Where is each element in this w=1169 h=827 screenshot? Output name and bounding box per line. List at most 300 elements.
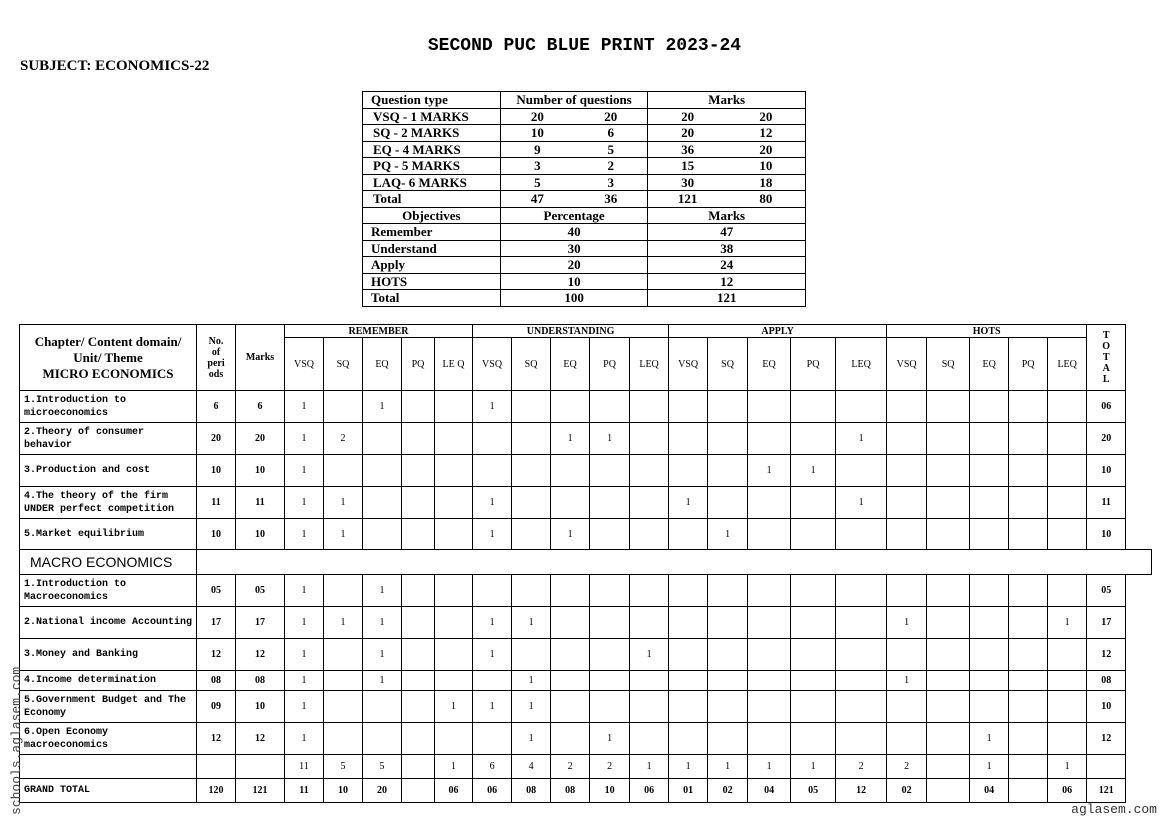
row-total: 05	[1087, 575, 1126, 607]
count-row	[20, 755, 1152, 779]
question-count-cell: 1	[435, 691, 473, 723]
grand-total-cell: 04	[748, 779, 791, 803]
row-total: 17	[1087, 607, 1126, 639]
question-count-cell	[1048, 671, 1087, 691]
question-count-cell	[1009, 691, 1048, 723]
question-count-cell	[708, 723, 748, 755]
marks-b: 12	[759, 125, 773, 141]
question-count-cell	[1048, 391, 1087, 423]
question-count-cell	[887, 391, 927, 423]
periods-value: 17	[197, 607, 236, 639]
count-cell: 1	[630, 755, 669, 779]
grand-total-cell: 06	[473, 779, 512, 803]
question-count-cell	[669, 575, 708, 607]
question-count-cell	[551, 575, 590, 607]
grand-total-cell: 04	[970, 779, 1009, 803]
chapter-name: 1.Introduction to Macroeconomics	[20, 575, 197, 607]
question-count-cell: 1	[285, 575, 324, 607]
question-count-cell	[630, 691, 669, 723]
grand-total-marks: 121	[236, 779, 285, 803]
marks-value: 10	[236, 455, 285, 487]
question-count-cell	[324, 691, 363, 723]
question-count-cell	[473, 455, 512, 487]
objective-percentage: 30	[500, 240, 648, 257]
blueprint-table	[19, 324, 1152, 803]
count-row-marks	[236, 755, 285, 779]
num-questions-b: 3	[607, 174, 615, 190]
question-count-cell	[970, 519, 1009, 550]
count-cell: 2	[590, 755, 630, 779]
count-cell: 11	[285, 755, 324, 779]
question-count-cell: 1	[285, 423, 324, 455]
question-count-cell: 1	[590, 423, 630, 455]
objective-row	[363, 240, 806, 257]
question-count-cell: 1	[285, 455, 324, 487]
question-count-cell	[887, 639, 927, 671]
row-total: 12	[1087, 723, 1126, 755]
row-total: 11	[1087, 487, 1126, 519]
question-count-cell	[669, 519, 708, 550]
periods-value: 09	[197, 691, 236, 723]
question-count-cell	[590, 607, 630, 639]
question-count-cell: 1	[324, 487, 363, 519]
hots-vsq-header: VSQ	[887, 338, 927, 391]
question-count-cell	[551, 455, 590, 487]
apply-leq-header: LEQ	[836, 338, 887, 391]
question-count-cell: 1	[669, 487, 708, 519]
apply-vsq-header: VSQ	[669, 338, 708, 391]
question-count-cell	[402, 519, 435, 550]
question-count-cell	[927, 607, 970, 639]
question-type-cell: VSQ - 1 MARKS	[363, 108, 501, 125]
question-count-cell	[970, 455, 1009, 487]
count-cell: 1	[748, 755, 791, 779]
objective-row	[363, 273, 806, 290]
question-count-cell: 1	[285, 691, 324, 723]
question-count-cell	[970, 391, 1009, 423]
question-count-cell: 1	[285, 519, 324, 550]
grand-total-cell: 02	[887, 779, 927, 803]
marks-b: 20	[759, 141, 773, 157]
question-type-cell: LAQ- 6 MARKS	[363, 174, 501, 191]
question-count-cell: 1	[363, 391, 402, 423]
objectives-header: Objectives	[363, 207, 501, 224]
question-count-cell	[836, 455, 887, 487]
question-count-cell: 1	[285, 723, 324, 755]
marks-b: 80	[759, 191, 773, 207]
question-count-cell	[791, 487, 836, 519]
question-count-cell	[473, 723, 512, 755]
question-count-cell	[324, 671, 363, 691]
question-count-cell	[887, 487, 927, 519]
chapter-row	[20, 423, 1152, 455]
question-count-cell	[1009, 519, 1048, 550]
question-count-cell	[836, 639, 887, 671]
count-row-periods	[197, 755, 236, 779]
question-count-cell: 1	[630, 639, 669, 671]
question-count-cell	[970, 487, 1009, 519]
question-count-cell	[669, 723, 708, 755]
question-count-cell: 1	[473, 487, 512, 519]
question-count-cell	[512, 391, 551, 423]
question-count-cell	[927, 723, 970, 755]
question-count-cell	[708, 575, 748, 607]
question-count-cell	[1009, 423, 1048, 455]
count-cell	[1009, 755, 1048, 779]
hots-eq-header: EQ	[970, 338, 1009, 391]
question-count-cell	[512, 639, 551, 671]
grand-total-cell: 10	[324, 779, 363, 803]
grand-total-row	[20, 779, 1152, 803]
question-count-cell	[791, 575, 836, 607]
question-count-cell: 1	[836, 423, 887, 455]
question-count-cell	[927, 639, 970, 671]
question-count-cell: 1	[363, 607, 402, 639]
objective-marks: 38	[648, 240, 806, 257]
num-questions-a: 5	[534, 174, 541, 190]
question-count-cell	[836, 575, 887, 607]
num-questions-b: 20	[604, 108, 618, 124]
periods-value: 08	[197, 671, 236, 691]
question-count-cell	[512, 423, 551, 455]
question-count-cell	[791, 519, 836, 550]
summary-row	[363, 174, 806, 191]
question-count-cell	[927, 487, 970, 519]
question-count-cell: 1	[473, 391, 512, 423]
question-count-cell: 1	[590, 723, 630, 755]
marks-cell	[648, 174, 806, 191]
question-count-cell	[630, 391, 669, 423]
question-count-cell	[748, 691, 791, 723]
summary-row	[363, 191, 806, 208]
grand-total-cell: 02	[708, 779, 748, 803]
question-count-cell	[970, 671, 1009, 691]
marks-col-header: Marks	[236, 325, 285, 391]
watermark-left	[8, 600, 24, 815]
group-hots: HOTS	[887, 325, 1087, 338]
grand-total-total: 121	[1087, 779, 1126, 803]
question-count-cell	[887, 691, 927, 723]
num-header: Number of questions	[500, 92, 648, 109]
periods-value: 6	[197, 391, 236, 423]
subject-label: SUBJECT: ECONOMICS-22	[20, 58, 210, 74]
question-count-cell	[927, 671, 970, 691]
row-total: 08	[1087, 671, 1126, 691]
question-count-cell	[791, 639, 836, 671]
question-count-cell	[435, 423, 473, 455]
question-count-cell	[512, 455, 551, 487]
question-count-cell: 1	[551, 519, 590, 550]
grand-total-cell	[927, 779, 970, 803]
marks-value: 12	[236, 723, 285, 755]
chapter-name: 5.Government Budget and The Economy	[20, 691, 197, 723]
question-count-cell: 1	[748, 455, 791, 487]
question-type-cell: SQ - 2 MARKS	[363, 125, 501, 142]
chapter-header-line1: Chapter/ Content domain/	[34, 333, 182, 349]
chapter-name: 4.The theory of the firm UNDER perfect competition	[20, 487, 197, 519]
marks-header: Marks	[648, 92, 806, 109]
question-count-cell	[791, 607, 836, 639]
question-count-cell	[708, 487, 748, 519]
summary-header-row	[363, 92, 806, 109]
chapter-header	[20, 325, 197, 391]
marks-value: 11	[236, 487, 285, 519]
chapter-row	[20, 639, 1152, 671]
question-count-cell	[927, 519, 970, 550]
macro-section-filler	[197, 550, 1152, 575]
marks-cell	[648, 141, 806, 158]
chapter-row	[20, 723, 1152, 755]
total-letter: T	[1102, 352, 1110, 363]
objective-name: Remember	[363, 224, 501, 241]
marks-a: 121	[677, 191, 698, 207]
chapter-header-line2: Unit/ Theme	[73, 349, 143, 365]
question-count-cell	[590, 691, 630, 723]
row-total: 20	[1087, 423, 1126, 455]
marks-cell	[648, 125, 806, 142]
count-row-label	[20, 755, 197, 779]
num-questions-a: 20	[530, 108, 544, 124]
periods-header-line2: of	[211, 346, 221, 358]
question-count-cell	[791, 391, 836, 423]
grand-total-cell: 06	[1048, 779, 1087, 803]
question-count-cell	[791, 691, 836, 723]
question-count-cell	[512, 519, 551, 550]
periods-value: 12	[197, 723, 236, 755]
question-count-cell	[887, 455, 927, 487]
num-questions-cell	[500, 108, 648, 125]
grand-total-cell: 05	[791, 779, 836, 803]
question-count-cell	[1009, 455, 1048, 487]
question-count-cell	[748, 671, 791, 691]
objective-percentage: 20	[500, 257, 648, 274]
question-count-cell	[473, 671, 512, 691]
question-count-cell	[551, 691, 590, 723]
num-questions-cell	[500, 174, 648, 191]
question-count-cell: 1	[363, 639, 402, 671]
question-count-cell	[1009, 639, 1048, 671]
question-count-cell: 1	[285, 487, 324, 519]
num-questions-cell	[500, 141, 648, 158]
question-count-cell: 1	[708, 519, 748, 550]
question-count-cell	[1048, 487, 1087, 519]
question-count-cell: 1	[473, 519, 512, 550]
summary-rows	[363, 108, 806, 207]
question-count-cell	[630, 723, 669, 755]
hots-leq-header: LEQ	[1048, 338, 1087, 391]
question-count-cell	[435, 671, 473, 691]
marks-a: 20	[681, 125, 695, 141]
count-cell: 4	[512, 755, 551, 779]
summary-row	[363, 108, 806, 125]
question-count-cell	[363, 691, 402, 723]
objectives-header-row	[363, 207, 806, 224]
question-count-cell: 1	[285, 391, 324, 423]
question-count-cell	[402, 691, 435, 723]
objective-row	[363, 224, 806, 241]
marks-value: 10	[236, 519, 285, 550]
chapter-header-line3: MICRO ECONOMICS	[42, 365, 174, 381]
grand-total-cell: 01	[669, 779, 708, 803]
marks-b: 20	[759, 108, 773, 124]
understanding-pq-header: PQ	[590, 338, 630, 391]
question-count-cell	[669, 639, 708, 671]
total-letter: T	[1102, 330, 1110, 341]
group-header-row	[20, 325, 1152, 338]
chapter-row	[20, 487, 1152, 519]
question-count-cell	[887, 723, 927, 755]
question-count-cell	[630, 487, 669, 519]
question-count-cell	[748, 519, 791, 550]
question-count-cell	[669, 671, 708, 691]
question-count-cell	[748, 575, 791, 607]
total-letter: L	[1102, 374, 1110, 385]
question-count-cell	[708, 671, 748, 691]
count-cell	[927, 755, 970, 779]
group-apply: APPLY	[669, 325, 887, 338]
question-count-cell	[1009, 671, 1048, 691]
question-count-cell	[324, 575, 363, 607]
num-questions-a: 47	[530, 191, 544, 207]
summary-row	[363, 125, 806, 142]
count-cell: 5	[363, 755, 402, 779]
question-count-cell: 1	[512, 671, 551, 691]
question-count-cell	[669, 691, 708, 723]
question-count-cell	[363, 519, 402, 550]
apply-eq-header: EQ	[748, 338, 791, 391]
question-count-cell	[363, 487, 402, 519]
objective-rows	[363, 224, 806, 307]
count-cell: 1	[669, 755, 708, 779]
question-count-cell	[836, 519, 887, 550]
question-count-cell: 1	[512, 607, 551, 639]
count-row-total	[1087, 755, 1126, 779]
question-count-cell	[435, 455, 473, 487]
question-count-cell: 1	[363, 575, 402, 607]
question-count-cell: 1	[551, 423, 590, 455]
grand-total-cell: 11	[285, 779, 324, 803]
question-count-cell	[402, 455, 435, 487]
count-cell: 1	[791, 755, 836, 779]
question-count-cell	[748, 607, 791, 639]
grand-total-cell: 08	[512, 779, 551, 803]
grand-total-cell: 12	[836, 779, 887, 803]
chapter-row	[20, 575, 1152, 607]
question-count-cell	[708, 423, 748, 455]
marks-b: 18	[759, 174, 773, 190]
question-count-cell	[630, 455, 669, 487]
remember-sq-header: SQ	[324, 338, 363, 391]
remember-pq-header: PQ	[402, 338, 435, 391]
chapter-row	[20, 519, 1152, 550]
question-count-cell: 1	[324, 519, 363, 550]
periods-value: 10	[197, 455, 236, 487]
marks-value: 17	[236, 607, 285, 639]
grand-total-cell: 08	[551, 779, 590, 803]
num-questions-cell	[500, 158, 648, 175]
question-count-cell	[435, 575, 473, 607]
question-count-cell	[324, 639, 363, 671]
chapter-name: 3.Production and cost	[20, 455, 197, 487]
question-count-cell	[1048, 455, 1087, 487]
macro-rows	[20, 575, 1152, 755]
question-count-cell	[669, 423, 708, 455]
grand-total-cell: 20	[363, 779, 402, 803]
periods-header-line4: ods	[208, 368, 224, 380]
chapter-row	[20, 455, 1152, 487]
question-count-cell	[551, 723, 590, 755]
objective-marks: 47	[648, 224, 806, 241]
question-count-cell	[927, 455, 970, 487]
objective-marks: 12	[648, 273, 806, 290]
question-count-cell	[970, 607, 1009, 639]
grand-total-cell: 06	[435, 779, 473, 803]
count-cell: 6	[473, 755, 512, 779]
summary-table	[362, 91, 806, 307]
question-count-cell	[630, 671, 669, 691]
count-cell: 1	[1048, 755, 1087, 779]
question-type-cell: EQ - 4 MARKS	[363, 141, 501, 158]
question-count-cell: 1	[285, 639, 324, 671]
grand-total-cell	[1009, 779, 1048, 803]
question-count-cell	[970, 575, 1009, 607]
marks-cell	[648, 191, 806, 208]
num-questions-b: 2	[607, 158, 615, 174]
row-total: 10	[1087, 455, 1126, 487]
question-count-cell	[1009, 723, 1048, 755]
question-count-cell	[324, 723, 363, 755]
objective-row	[363, 257, 806, 274]
question-count-cell	[836, 723, 887, 755]
question-count-cell	[435, 723, 473, 755]
macro-section-row	[20, 550, 1152, 575]
grand-total-periods: 120	[197, 779, 236, 803]
marks-value: 12	[236, 639, 285, 671]
chapter-row	[20, 607, 1152, 639]
marks-a: 36	[681, 141, 695, 157]
question-count-cell	[970, 691, 1009, 723]
row-total: 10	[1087, 691, 1126, 723]
question-count-cell	[708, 455, 748, 487]
question-count-cell	[1048, 691, 1087, 723]
question-count-cell	[927, 691, 970, 723]
marks-a: 15	[681, 158, 695, 174]
obj-marks-header: Marks	[648, 207, 806, 224]
question-count-cell	[402, 607, 435, 639]
question-count-cell	[402, 391, 435, 423]
question-count-cell	[669, 455, 708, 487]
objective-name: Apply	[363, 257, 501, 274]
question-count-cell	[1009, 487, 1048, 519]
question-count-cell	[590, 671, 630, 691]
question-count-cell	[927, 391, 970, 423]
question-count-cell	[1048, 519, 1087, 550]
question-count-cell	[435, 519, 473, 550]
chapter-name: 5.Market equilibrium	[20, 519, 197, 550]
marks-cell	[648, 158, 806, 175]
question-count-cell	[630, 519, 669, 550]
question-count-cell	[836, 691, 887, 723]
summary-row	[363, 141, 806, 158]
question-count-cell	[363, 423, 402, 455]
question-count-cell: 1	[836, 487, 887, 519]
question-count-cell	[551, 607, 590, 639]
question-count-cell	[435, 607, 473, 639]
question-count-cell	[435, 391, 473, 423]
periods-value: 11	[197, 487, 236, 519]
question-count-cell	[473, 423, 512, 455]
question-count-cell	[590, 487, 630, 519]
